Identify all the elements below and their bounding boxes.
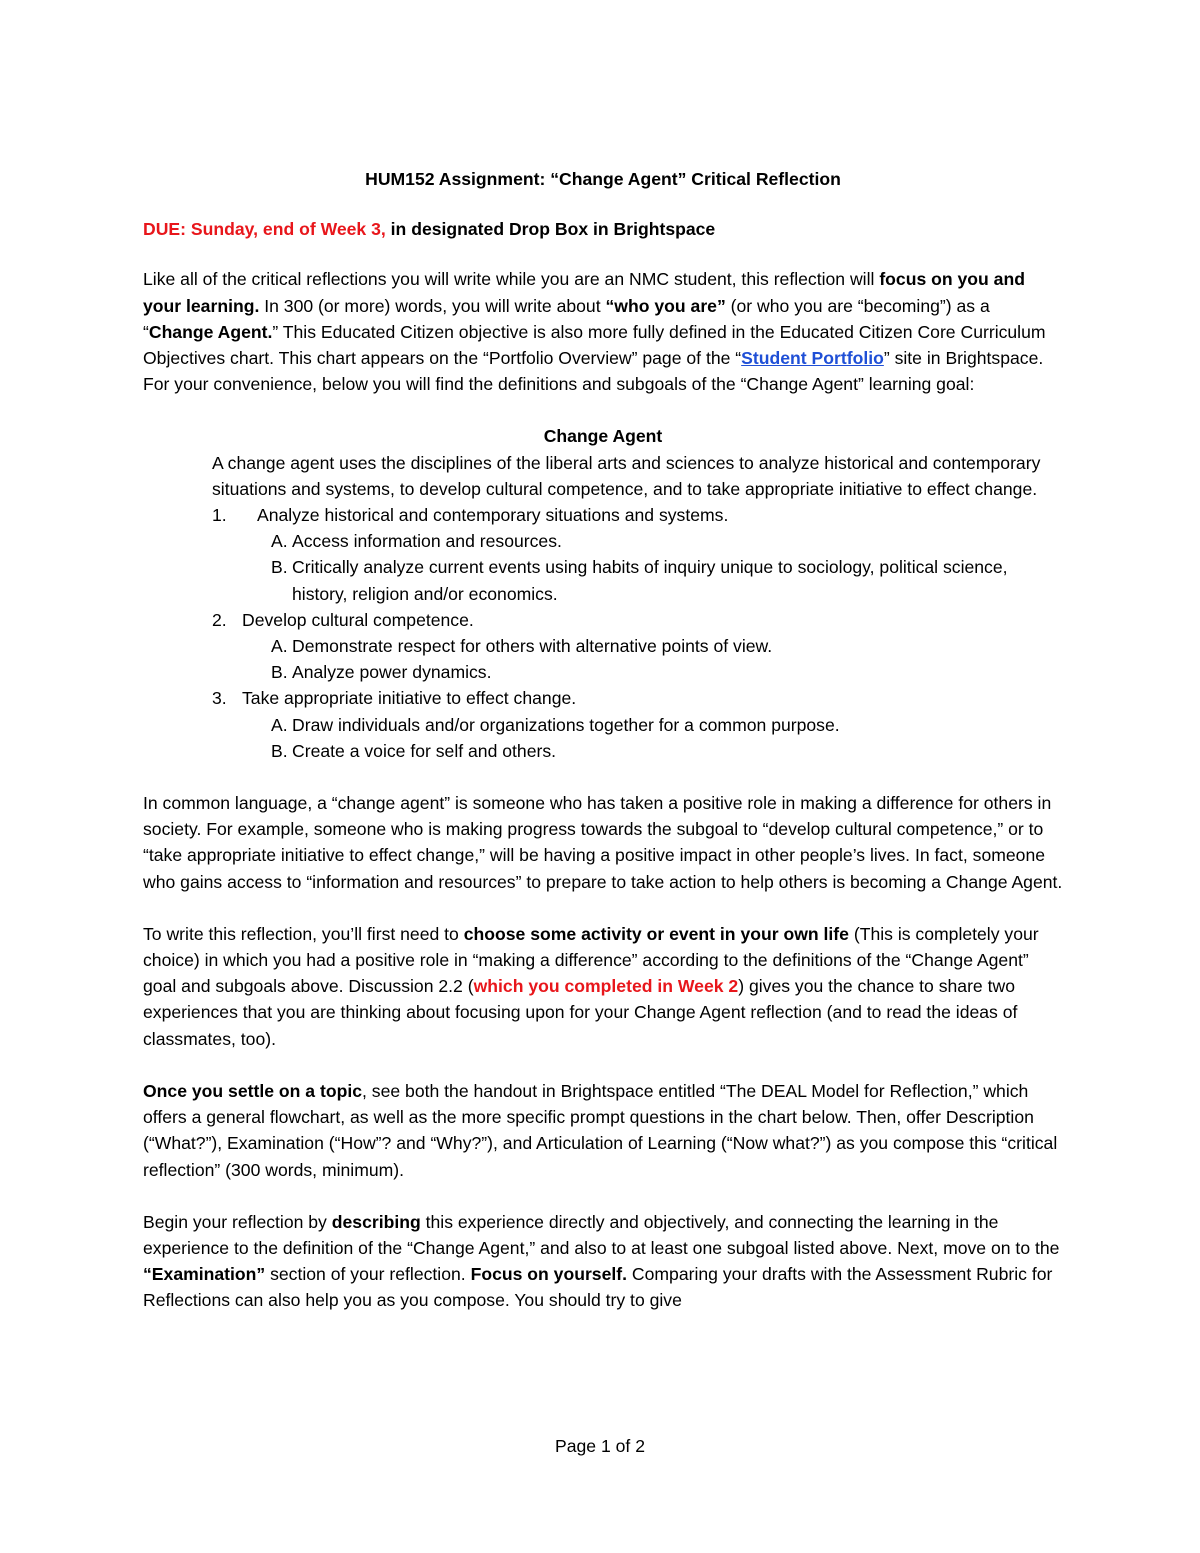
due-date: DUE: Sunday, end of Week 3, xyxy=(143,219,386,240)
subgoal-text: Draw individuals and/or organizations together for a common purpose. xyxy=(292,714,840,735)
list-number: 3. xyxy=(212,688,227,709)
write-reflection-paragraph: To write this reflection, you’ll first need to choose some activity or event in your own life (This is completely your choice) in which you had a positive role in “making a difference” according to the definitions of the “Change Agent” goal and subgoals above. Discussion 2.2 (which you completed in Week 2) gives you the chance to share two experiences that you are thinking about focusing upon for your Change Agent reflection (and to read the ideas of classmates, too). xyxy=(143,923,1039,1049)
subgoal-item xyxy=(271,633,1063,659)
list-letter: A. xyxy=(271,531,288,552)
list-number: 1. xyxy=(212,505,227,526)
goal-title: Change Agent xyxy=(543,426,663,447)
list-letter: B. xyxy=(271,557,288,578)
intro-paragraph: Like all of the critical reflections you will write while you are an NMC student, this reflection will focus on you and your learning. In 300 (or more) words, you will write about “who you are” (or who you are “becoming”) as a “Change Agent.” This Educated Citizen objective is also more fully defined in the Educated Citizen Core Curriculum Objectives chart. This chart appears on the “Portfolio Overview” page of the “Student Portfolio” site in Brightspace. For your convenience, below you will find the definitions and subgoals of the “Change Agent” learning goal: xyxy=(143,269,1046,395)
subgoal-item xyxy=(271,712,1063,738)
subgoal-item xyxy=(271,528,1063,554)
subgoal-text: Demonstrate respect for others with alternative points of view. xyxy=(292,636,773,657)
list-item-text: Take appropriate initiative to effect change. xyxy=(242,688,577,709)
settle-topic-paragraph: Once you settle on a topic, see both the handout in Brightspace entitled “The DEAL Model for Reflection,” which offers a general flowchart, as well as the more specific prompt questions in the chart below. Then, offer Description (“What?”), Examination (“How”? and “Why?”), and Articulation of Learning (“Now what?”) as you compose this “critical reflection” (300 words, minimum). xyxy=(143,1080,1058,1180)
list-letter: A. xyxy=(271,636,288,657)
due-line xyxy=(143,216,1063,242)
common-language-paragraph: In common language, a “change agent” is someone who has taken a positive role in making a difference for others in society. For example, someone who is making progress towards the subgoal to “develop cultural competence,” or to “take appropriate initiative to effect change,” will be having a positive impact in other people’s lives. In fact, someone who gains access to “information and resources” to prepare to take action to help others is becoming a Change Agent. xyxy=(143,793,1063,892)
subgoal-item xyxy=(271,554,1063,606)
list-letter: B. xyxy=(271,662,288,683)
list-letter: A. xyxy=(271,714,288,735)
subgoal-item xyxy=(271,659,1063,685)
list-number: 2. xyxy=(212,609,227,630)
student-portfolio-link[interactable]: Student Portfolio xyxy=(741,348,884,369)
begin-reflection-paragraph: Begin your reflection by describing this experience directly and objectively, and connecting the learning in the experience to the definition of the “Change Agent,” and also to at least one subgoal listed above. Next, move on to the “Examination” section of your reflection. Focus on yourself. Comparing your drafts with the Assessment Rubric for Reflections can also help you as you compose. You should try to give xyxy=(143,1211,1060,1311)
due-location: in designated Drop Box in Brightspace xyxy=(385,219,716,240)
document-body xyxy=(143,166,1063,1314)
goal-description: A change agent uses the disciplines of the liberal arts and sciences to analyze historical and contemporary situations and systems, to develop cultural competence, and to take appropriate initiative to effect change. xyxy=(212,452,1041,499)
subgoal-item xyxy=(271,738,1063,764)
list-letter: B. xyxy=(271,740,288,761)
subgoal-text: Critically analyze current events using habits of inquiry unique to sociology, political science, history, religion and/or economics. xyxy=(292,557,1008,604)
week-2-note: which you completed in Week 2 xyxy=(473,976,739,997)
subgoal-text: Access information and resources. xyxy=(292,531,562,552)
change-agent-goal xyxy=(143,423,1063,764)
goal-item-1 xyxy=(212,502,1063,528)
list-item-text: Analyze historical and contemporary situations and systems. xyxy=(257,505,729,526)
page-title: HUM152 Assignment: “Change Agent” Critical Reflection xyxy=(365,169,841,189)
goal-item-3 xyxy=(212,685,1063,711)
subgoal-text: Create a voice for self and others. xyxy=(292,740,557,761)
subgoal-text: Analyze power dynamics. xyxy=(292,662,492,683)
goal-item-2 xyxy=(212,607,1063,633)
list-item-text: Develop cultural competence. xyxy=(242,609,474,630)
page-number: Page 1 of 2 xyxy=(555,1436,645,1456)
